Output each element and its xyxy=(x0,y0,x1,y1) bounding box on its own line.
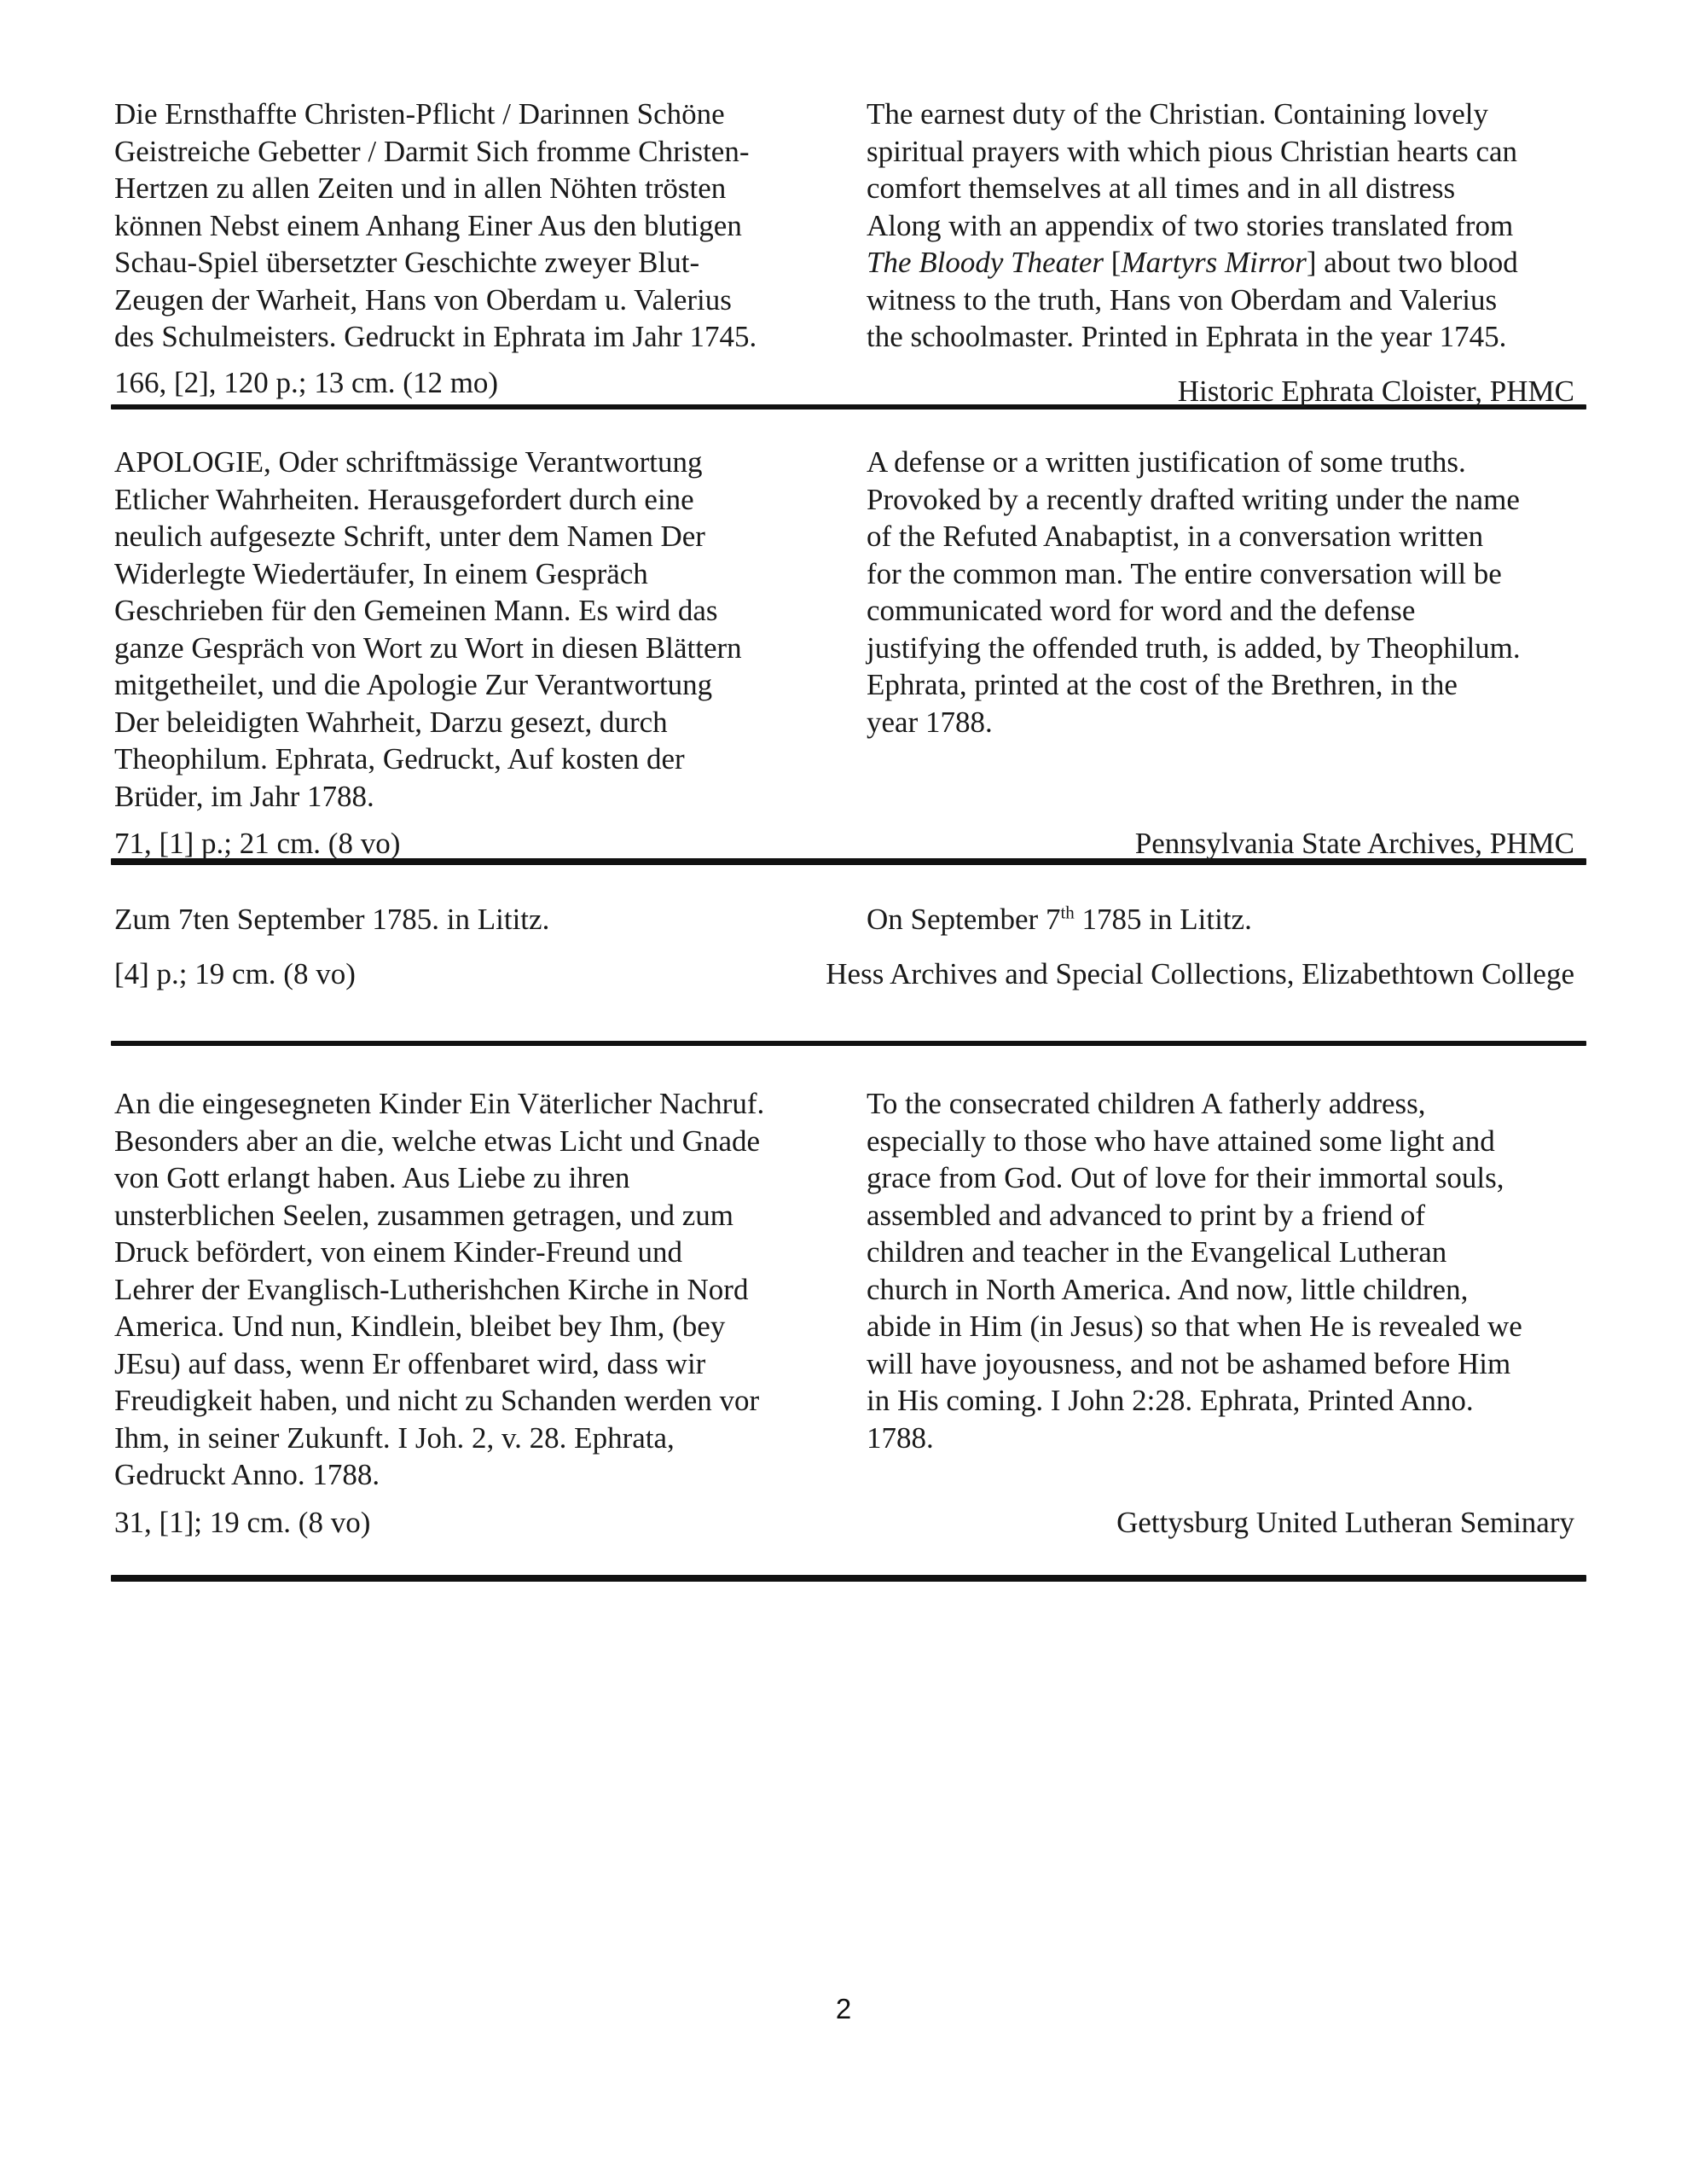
page-number: 2 xyxy=(835,1993,852,2024)
english-column xyxy=(867,96,1574,410)
english-translation: The earnest duty of the Christian. Containing lovely spiritual prayers with which pious Christian hearts can comfort themselves at all times and in all distress Along with an appendix of two stories translated from The Bloody Theater [Martyrs Mirror] about two blood witness to the truth, Hans von Oberdam and Valerius the schoolmaster. Printed in Ephrata in the year 1745. xyxy=(867,97,1518,353)
english-column xyxy=(867,1085,1574,1494)
italic-title: The Bloody Theater xyxy=(867,246,1104,279)
physical-description: 166, [2], 120 p.; 13 cm. (12 mo) xyxy=(114,365,499,399)
english-column xyxy=(867,901,1574,938)
physical-description: 71, [1] p.; 21 cm. (8 vo) xyxy=(114,827,401,860)
english-translation: On September 7th 1785 in Lititz. xyxy=(867,902,1252,936)
italic-title: Martyrs Mirror xyxy=(1121,246,1307,279)
german-title: Die Ernsthaffte Christen-Pflicht / Darinnen Schöne Geistreiche Gebetter / Darmit Sich fromme Christen- Hertzen zu allen Zeiten und in allen Nöhten trösten können Nebst einem Anhang Einer Aus den blutigen Schau-Spiel übersetzter Geschichte zweyer Blut- Zeugen der Warheit, Hans von Oberdam u. Valerius des Schulmeisters. Gedruckt in Ephrata im Jahr 1745. xyxy=(114,97,757,353)
catalog-entry xyxy=(111,410,1586,858)
german-column xyxy=(114,96,831,410)
physical-description: [4] p.; 19 cm. (8 vo) xyxy=(114,956,356,990)
english-translation: A defense or a written justification of some truths. Provoked by a recently drafted writing under the name of the Refuted Anabaptist, in a conversation written for the common man. The entire conversation will be communicated word for word and the defense justifying the offended truth, is added, by Theophilum. Ephrata, printed at the cost of the Brethren, in the year 1788. xyxy=(867,445,1521,739)
german-column xyxy=(114,1085,831,1494)
german-column xyxy=(114,901,831,938)
holding-institution: Pennsylvania State Archives, PHMC xyxy=(1134,827,1574,860)
ordinal-suffix: th xyxy=(1060,902,1075,923)
german-title: An die eingesegneten Kinder Ein Väterlicher Nachruf. Besonders aber an die, welche etwas Licht und Gnade von Gott erlangt haben. Aus Liebe zu ihren unsterblichen Seelen, zusammen getragen, und zum Druck befördert, von einem Kinder-Freund und Lehrer der Evanglisch-Lutherishchen Kirche in Nord America. Und nun, Kindlein, bleibet bey Ihm, (bey JEsu) auf dass, wenn Er offenbaret wird, dass wir Freudigkeit haben, und nicht zu Schanden werden vor Ihm, in seiner Zukunft. I Joh. 2, v. 28. Ephrata, Gedruckt Anno. 1788. xyxy=(114,1087,765,1491)
section-divider xyxy=(111,1575,1586,1582)
physical-description: 31, [1]; 19 cm. (8 vo) xyxy=(114,1505,371,1539)
catalog-page xyxy=(111,96,1586,1582)
german-column xyxy=(114,444,831,815)
holding-institution: Gettysburg United Lutheran Seminary xyxy=(1116,1505,1574,1539)
english-translation: To the consecrated children A fatherly address, especially to those who have attained some light and grace from God. Out of love for their immortal souls, assembled and advanced to print by a friend of children and teacher in the Evangelical Lutheran church in North America. And now, little children, abide in Him (in Jesus) so that when He is revealed we will have joyousness, and not be ashamed before Him in His coming. I John 2:28. Ephrata, Printed Anno. 1788. xyxy=(867,1087,1522,1455)
english-column xyxy=(867,444,1574,815)
catalog-entry xyxy=(111,1046,1586,1575)
holding-institution: Hess Archives and Special Collections, Elizabethtown College xyxy=(826,956,1574,990)
german-title: Zum 7ten September 1785. in Lititz. xyxy=(114,903,550,936)
catalog-entry xyxy=(111,96,1586,408)
catalog-entry xyxy=(111,865,1586,1041)
holding-institution: Historic Ephrata Cloister, PHMC xyxy=(1177,374,1574,408)
german-title: APOLOGIE, Oder schriftmässige Verantwortung Etlicher Wahrheiten. Herausgefordert durch eine neulich aufgesezte Schrift, unter dem Namen Der Widerlegte Wiedertäufer, In einem Gespräch Geschrieben für den Gemeinen Mann. Es wird das ganze Gespräch von Wort zu Wort in diesen Blättern mitgetheilet, und die Apologie Zur Verantwortung Der beleidigten Wahrheit, Darzu gesezt, durch Theophilum. Ephrata, Gedruckt, Auf kosten der Brüder, im Jahr 1788. xyxy=(114,445,742,813)
